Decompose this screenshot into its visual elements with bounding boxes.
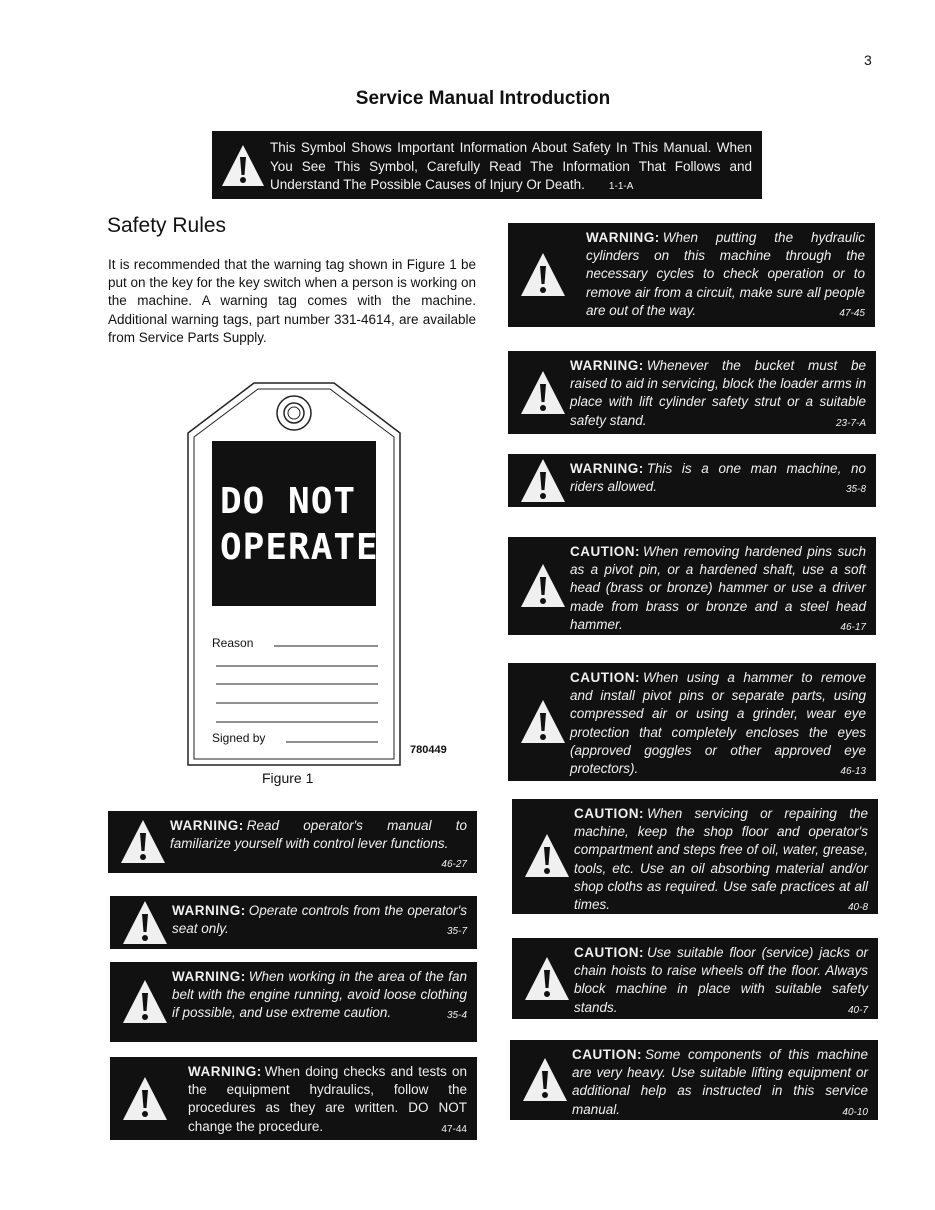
box-code: 40-7: [847, 1004, 868, 1016]
box-text: When removing hardened pins such as a pivot pin, or a hardened shaft, use a soft head (brass or bronze) hammer or use a driver made from brass or bronze and a steel head hammer.: [570, 544, 866, 632]
tag-outline: [186, 381, 402, 771]
warning-box-operators-manual: [108, 811, 477, 873]
box-code: 35-7: [446, 926, 467, 938]
intro-paragraph: It is recommended that the warning tag shown in Figure 1 be put on the key for the key switch when a person is working on the machine. A warning tag comes with the machine. Additional warning tags, part number 331-4614, are available from Service Parts Supply.: [108, 257, 476, 345]
warning-triangle-icon: [518, 561, 568, 611]
figure-caption: Figure 1: [262, 770, 314, 786]
box-label: CAUTION:: [570, 670, 640, 685]
caution-box-heavy-components: [510, 1040, 878, 1120]
safety-symbol-banner: [212, 131, 762, 199]
caution-box-eye-protection: [508, 663, 876, 781]
warning-triangle-icon: [518, 697, 568, 747]
box-text: Operate controls from the operator's seat only.: [172, 903, 467, 937]
caution-box-hardened-pins: [508, 537, 876, 635]
box-label: WARNING:: [170, 818, 244, 833]
tag-line-1: DO NOT: [220, 481, 357, 522]
box-label: CAUTION:: [572, 1047, 642, 1062]
warning-triangle-icon: [120, 1074, 170, 1124]
box-text: Use suitable floor (service) jacks or chain hoists to raise wheels off the floor. Always block machine in place with suitable safety stands.: [574, 945, 868, 1015]
warning-triangle-icon: [520, 1055, 570, 1105]
warning-box-bucket-raised: [508, 351, 876, 434]
box-label: WARNING:: [172, 903, 246, 918]
box-label: WARNING:: [188, 1064, 262, 1079]
warning-box-fan-belt: [110, 962, 477, 1042]
warning-triangle-icon: [518, 456, 568, 506]
box-label: WARNING:: [570, 461, 644, 476]
box-text: Some components of this machine are very heavy. Use suitable lifting equipment or additional help as instructed in this service manual.: [572, 1047, 868, 1117]
box-text: When doing checks and tests on the equipment hydraulics, follow the procedures as they are written. DO NOT change the procedure.: [188, 1064, 467, 1134]
tag-part-number: 780449: [410, 744, 447, 756]
box-label: CAUTION:: [574, 945, 644, 960]
box-code: 47-45: [839, 307, 865, 319]
warning-box-one-man: [508, 454, 876, 507]
caution-box-floor-jacks: [512, 938, 878, 1019]
warning-triangle-icon: [518, 368, 568, 418]
box-text: When servicing or repairing the machine, keep the shop floor and operator's compartment and steps free of oil, water, grease, tools, etc. Use an oil absorbing material and/or shop cloths as required. Use safe practices at all times.: [574, 806, 868, 913]
box-code: 46-17: [840, 621, 866, 633]
box-text: When working in the area of the fan belt with the engine running, avoid loose clothing if possible, and use extreme caution.: [172, 969, 467, 1021]
warning-box-operator-seat: [110, 896, 477, 949]
box-code: 46-27: [441, 859, 467, 871]
warning-triangle-icon: [522, 954, 572, 1004]
warning-triangle-icon: [522, 831, 572, 881]
do-not-operate-tag: [186, 381, 402, 771]
page-number: 3: [864, 52, 872, 68]
warning-box-hydraulic-cylinders: [508, 223, 875, 327]
box-code: 40-8: [847, 902, 868, 914]
tag-reason-label: Reason: [212, 636, 254, 650]
box-code: 23-7-A: [835, 417, 866, 429]
box-label: CAUTION:: [574, 806, 644, 821]
box-label: WARNING:: [586, 230, 660, 245]
warning-triangle-icon: [518, 250, 568, 300]
box-code: 47-44: [441, 1123, 467, 1135]
box-code: 40-10: [842, 1106, 868, 1118]
box-text: When using a hammer to remove and install pivot pins or separate parts, using compressed air or using a grinder, wear eye protection that completely encloses the eyes (approved goggles or other approved eye protectors).: [570, 670, 866, 777]
box-code: 35-8: [845, 484, 866, 496]
box-text: Whenever the bucket must be raised to aid in servicing, block the loader arms in place with lift cylinder safety strut or a suitable safety stand.: [570, 358, 866, 428]
banner-text: This Symbol Shows Important Information About Safety In This Manual. When You See This Symbol, Carefully Read The Information That Follows and Understand The Possible Causes of Injury Or Death. 1-1-A: [270, 140, 752, 192]
caution-box-shop-floor: [512, 799, 878, 914]
box-text: This is a one man machine, no riders allowed.: [570, 461, 866, 495]
section-heading: Safety Rules: [107, 214, 227, 237]
page-title: Service Manual Introduction: [355, 88, 611, 109]
box-code: 35-4: [446, 1010, 467, 1022]
box-text: When putting the hydraulic cylinders on this machine through the necessary cycles to check operation or to remove air from a circuit, make sure all people are out of the way.: [586, 230, 865, 318]
warning-triangle-icon: [120, 898, 170, 948]
warning-triangle-icon: [120, 977, 170, 1027]
tag-line-2: OPERATE: [220, 527, 379, 568]
warning-box-hydraulics-tests: [110, 1057, 477, 1140]
box-label: WARNING:: [570, 358, 644, 373]
warning-triangle-icon: [220, 143, 266, 189]
box-text: Read operator's manual to familiarize yourself with control lever functions.: [170, 818, 467, 852]
warning-triangle-icon: [118, 817, 168, 867]
box-label: WARNING:: [172, 969, 246, 984]
box-code: 46-13: [840, 766, 866, 778]
tag-signed-label: Signed by: [212, 731, 266, 745]
box-label: CAUTION:: [570, 544, 640, 559]
